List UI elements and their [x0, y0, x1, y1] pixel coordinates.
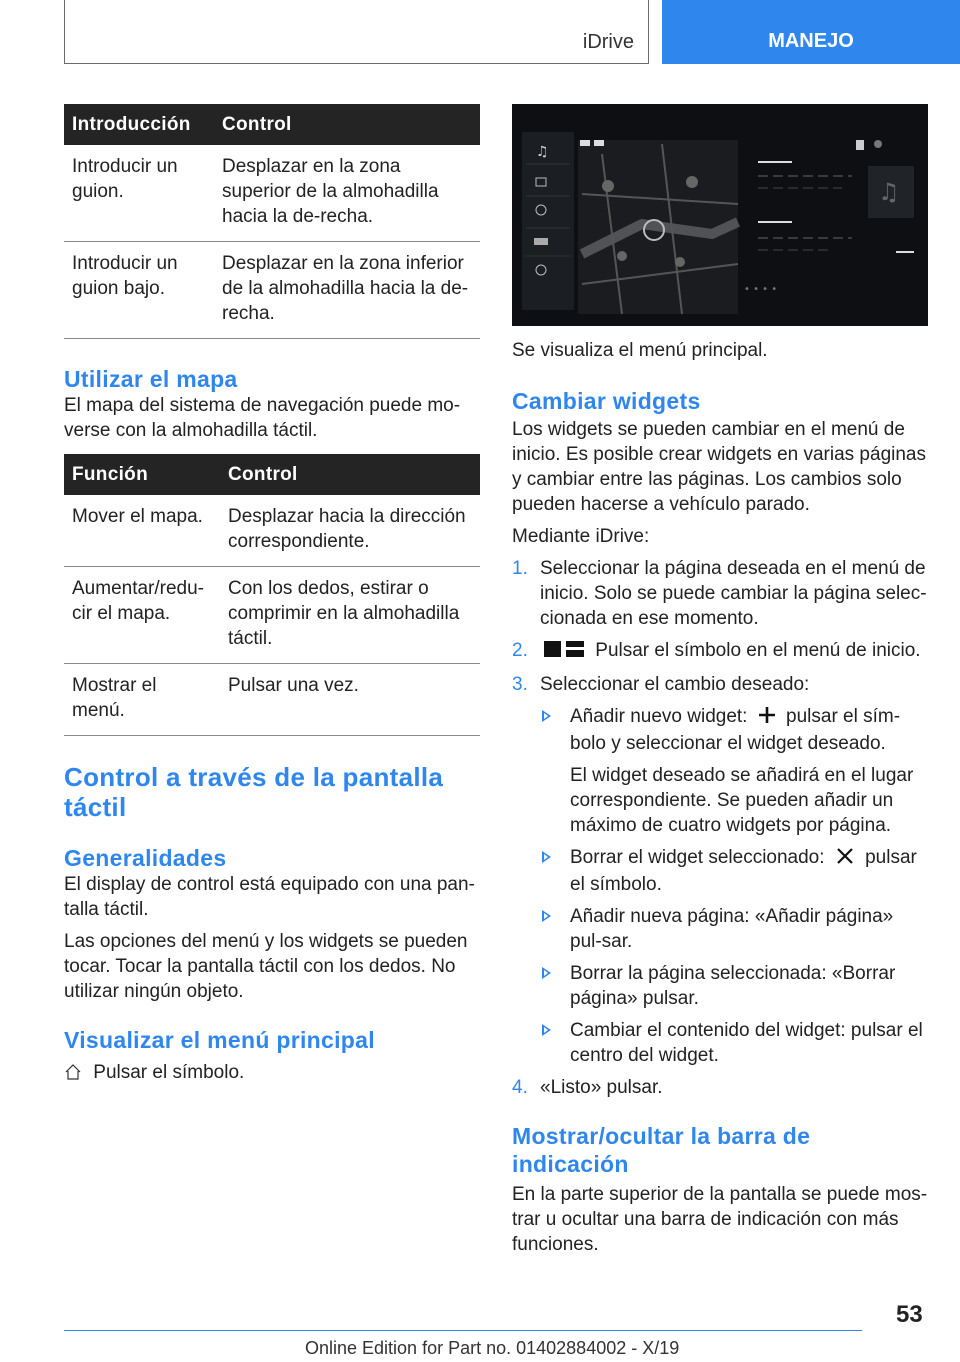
sub-text: Borrar el widget seleccionado:: [570, 847, 825, 868]
table-cell: Mostrar el menú.: [64, 664, 220, 736]
bullet-triangle-icon: [542, 851, 551, 863]
sub-text: Cambiar el contenido del widget: pulsar el centro del widget.: [570, 1020, 923, 1066]
close-icon: [830, 847, 860, 872]
sub-text: Añadir nuevo widget:: [570, 706, 748, 727]
table-row: [64, 145, 480, 242]
step-text: Pulsar el símbolo en el menú de inicio.: [595, 640, 921, 661]
bullet-triangle-icon: [542, 1024, 551, 1036]
table-row: [64, 664, 480, 736]
table-cell: Introducir un guion.: [64, 145, 214, 242]
bullet-triangle-icon: [542, 967, 551, 979]
main-menu-text: Pulsar el símbolo.: [93, 1062, 245, 1083]
table2-header-function: Función: [64, 454, 220, 495]
widgets-title: Cambiar widgets: [512, 388, 701, 414]
step-number: 1.: [512, 558, 528, 579]
list-item: [512, 1018, 928, 1068]
general-text-1: El display de control está equipado con una pan-talla táctil.: [64, 874, 475, 920]
input-control-table: [64, 104, 480, 339]
right-column: [512, 104, 928, 1257]
touch-section-title: Control a través de la pantalla táctil: [64, 762, 444, 822]
sub-text: pulsar el símbolo.: [570, 847, 917, 895]
via-idrive-text: Mediante iDrive:: [512, 526, 650, 547]
list-item: [512, 1075, 928, 1100]
header-section-box: [64, 0, 649, 64]
svg-text:♫: ♫: [536, 144, 549, 160]
table-row: [64, 495, 480, 567]
table-cell: Desplazar en la zona inferior de la almohadilla hacia la de-recha.: [214, 242, 480, 339]
map-section-title: Utilizar el mapa: [64, 366, 238, 392]
step-number: 2.: [512, 640, 528, 661]
indicator-bar-text: En la parte superior de la pantalla se puede mos-trar u ocultar una barra de indicación con más funciones.: [512, 1184, 928, 1255]
list-item: [512, 704, 928, 756]
sub-note: El widget deseado se añadirá en el lugar correspondiente. Se pueden añadir un máximo de cuatro widgets por página.: [570, 765, 914, 836]
table-row: [64, 567, 480, 664]
table-cell: Desplazar hacia la dirección correspondiente.: [220, 495, 480, 567]
list-item: [512, 556, 928, 631]
table-cell: Con los dedos, estirar o comprimir en la almohadilla táctil.: [220, 567, 480, 664]
table-cell: Desplazar en la zona superior de la almohadilla hacia la de-recha.: [214, 145, 480, 242]
steps-list: [512, 556, 928, 697]
header-section-title: iDrive: [582, 31, 634, 53]
map-section-text: El mapa del sistema de navegación puede mo-verse con la almohadilla táctil.: [64, 395, 461, 441]
sub-text: Añadir nueva página: «Añadir página» pul-sar.: [570, 906, 894, 952]
indicator-bar-title: Mostrar/ocultar la barra de indicación: [512, 1123, 811, 1177]
table-cell: Introducir un guion bajo.: [64, 242, 214, 339]
footer-divider: [64, 1330, 862, 1331]
left-column: [64, 104, 480, 1088]
list-item: [512, 845, 928, 897]
svg-text:♫: ♫: [878, 178, 900, 206]
list-item: [512, 904, 928, 954]
idrive-screen-image: [512, 104, 928, 326]
list-item: [512, 961, 928, 1011]
list-item: [512, 638, 928, 665]
svg-text:• • • •: • • • •: [744, 284, 778, 295]
edition-text: Online Edition for Part no. 01402884002 - X/19: [305, 1338, 680, 1358]
widget-menu-icon: [540, 640, 590, 665]
step-text: Seleccionar el cambio deseado:: [540, 674, 810, 695]
table1-header-input: Introducción: [64, 104, 214, 145]
general-text-2: Las opciones del menú y los widgets se pueden tocar. Tocar la pantalla táctil con los dedos. No utilizar ningún objeto.: [64, 931, 468, 1002]
step-number: 4.: [512, 1077, 528, 1098]
bullet-triangle-icon: [542, 710, 551, 722]
plus-icon: [753, 706, 781, 731]
bullet-triangle-icon: [542, 910, 551, 922]
header-chapter-tab: MANEJO: [662, 0, 960, 64]
table1-header-control: Control: [214, 104, 480, 145]
sub-text: pulsar el sím-bolo y seleccionar el widget deseado.: [570, 706, 901, 754]
sub-text: Borrar la página seleccionada: «Borrar página» pulsar.: [570, 963, 896, 1009]
main-menu-title: Visualizar el menú principal: [64, 1027, 375, 1053]
screen-caption: Se visualiza el menú principal.: [512, 340, 768, 361]
table2-header-control: Control: [220, 454, 480, 495]
page-number: 53: [896, 1301, 923, 1328]
home-icon: [64, 1063, 84, 1088]
table-row: [64, 242, 480, 339]
table-cell: Mover el mapa.: [64, 495, 220, 567]
map-function-table: [64, 454, 480, 736]
step-text: «Listo» pulsar.: [540, 1077, 663, 1098]
table-cell: Aumentar/redu-cir el mapa.: [64, 567, 220, 664]
widgets-text: Los widgets se pueden cambiar en el menú de inicio. Es posible crear widgets en varias páginas y cambiar entre las páginas. Los cambios solo pueden hacerse a vehículo parado.: [512, 419, 926, 515]
table-cell: Pulsar una vez.: [220, 664, 480, 736]
step-text: Seleccionar la página deseada en el menú de inicio. Solo se puede cambiar la página selec-cionada en ese momento.: [540, 558, 927, 629]
general-title: Generalidades: [64, 845, 227, 871]
step-number: 3.: [512, 674, 528, 695]
list-item: [512, 672, 928, 697]
